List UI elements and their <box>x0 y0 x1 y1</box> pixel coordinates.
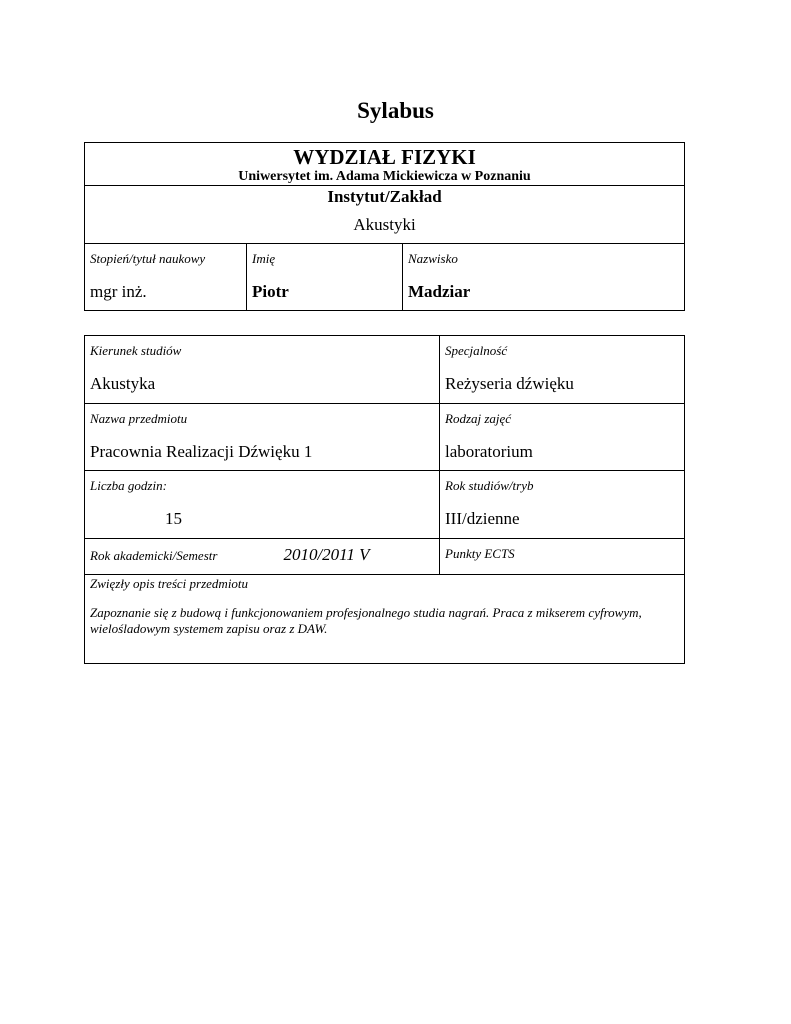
ects-cell <box>440 539 685 575</box>
course-table <box>84 335 685 664</box>
field-label: Kierunek studiów <box>90 343 182 358</box>
class-type-value: laboratorium <box>445 442 533 461</box>
faculty-table <box>84 142 685 311</box>
subject-value: Pracownia Realizacji Dźwięku 1 <box>90 442 313 461</box>
degree-value: mgr inż. <box>90 282 147 301</box>
description-cell <box>85 575 685 664</box>
institute-label: Instytut/Zakład <box>327 187 442 206</box>
field-value: Akustyka <box>90 374 156 393</box>
study-year-value: III/dzienne <box>445 509 520 528</box>
study-year-cell <box>440 471 685 539</box>
faculty-cell <box>85 143 685 186</box>
description-text: Zapoznanie się z budową i funkcjonowaniem profesjonalnego studia nagrań. Praca z mikserem cyfrowym, wielośladowym systemem zapisu oraz z DAW. <box>90 605 642 636</box>
institute-value: Akustyki <box>353 215 416 234</box>
specialty-label: Specjalność <box>445 343 508 358</box>
last-name-value: Madziar <box>408 282 471 301</box>
field-cell <box>85 336 440 404</box>
document-title: Sylabus <box>357 98 434 123</box>
hours-cell <box>85 471 440 539</box>
specialty-value: Reżyseria dźwięku <box>445 374 574 393</box>
academic-year-value: 2010/2011 V <box>283 545 370 564</box>
class-type-label: Rodzaj zajęć <box>445 411 512 426</box>
description-label: Zwięzły opis treści przedmiotu <box>90 576 249 591</box>
hours-label: Liczba godzin: <box>90 478 167 493</box>
academic-year-cell <box>85 539 440 575</box>
university-name: Uniwersytet im. Adama Mickiewicza w Poznaniu <box>238 169 531 184</box>
academic-year-label: Rok akademicki/Semestr <box>90 548 218 563</box>
faculty-name: WYDZIAŁ FIZYKI <box>293 145 476 169</box>
study-year-label: Rok studiów/tryb <box>445 478 534 493</box>
degree-label: Stopień/tytuł naukowy <box>90 251 206 266</box>
class-type-cell <box>440 404 685 471</box>
first-name-value: Piotr <box>252 282 289 301</box>
last-name-label: Nazwisko <box>408 251 458 266</box>
degree-cell <box>85 244 247 311</box>
first-name-cell <box>247 244 403 311</box>
subject-label: Nazwa przedmiotu <box>90 411 188 426</box>
specialty-cell <box>440 336 685 404</box>
ects-label: Punkty ECTS <box>445 546 515 561</box>
institute-cell <box>85 186 685 244</box>
last-name-cell <box>403 244 685 311</box>
subject-cell <box>85 404 440 471</box>
first-name-label: Imię <box>252 251 276 266</box>
hours-value: 15 <box>165 509 182 528</box>
